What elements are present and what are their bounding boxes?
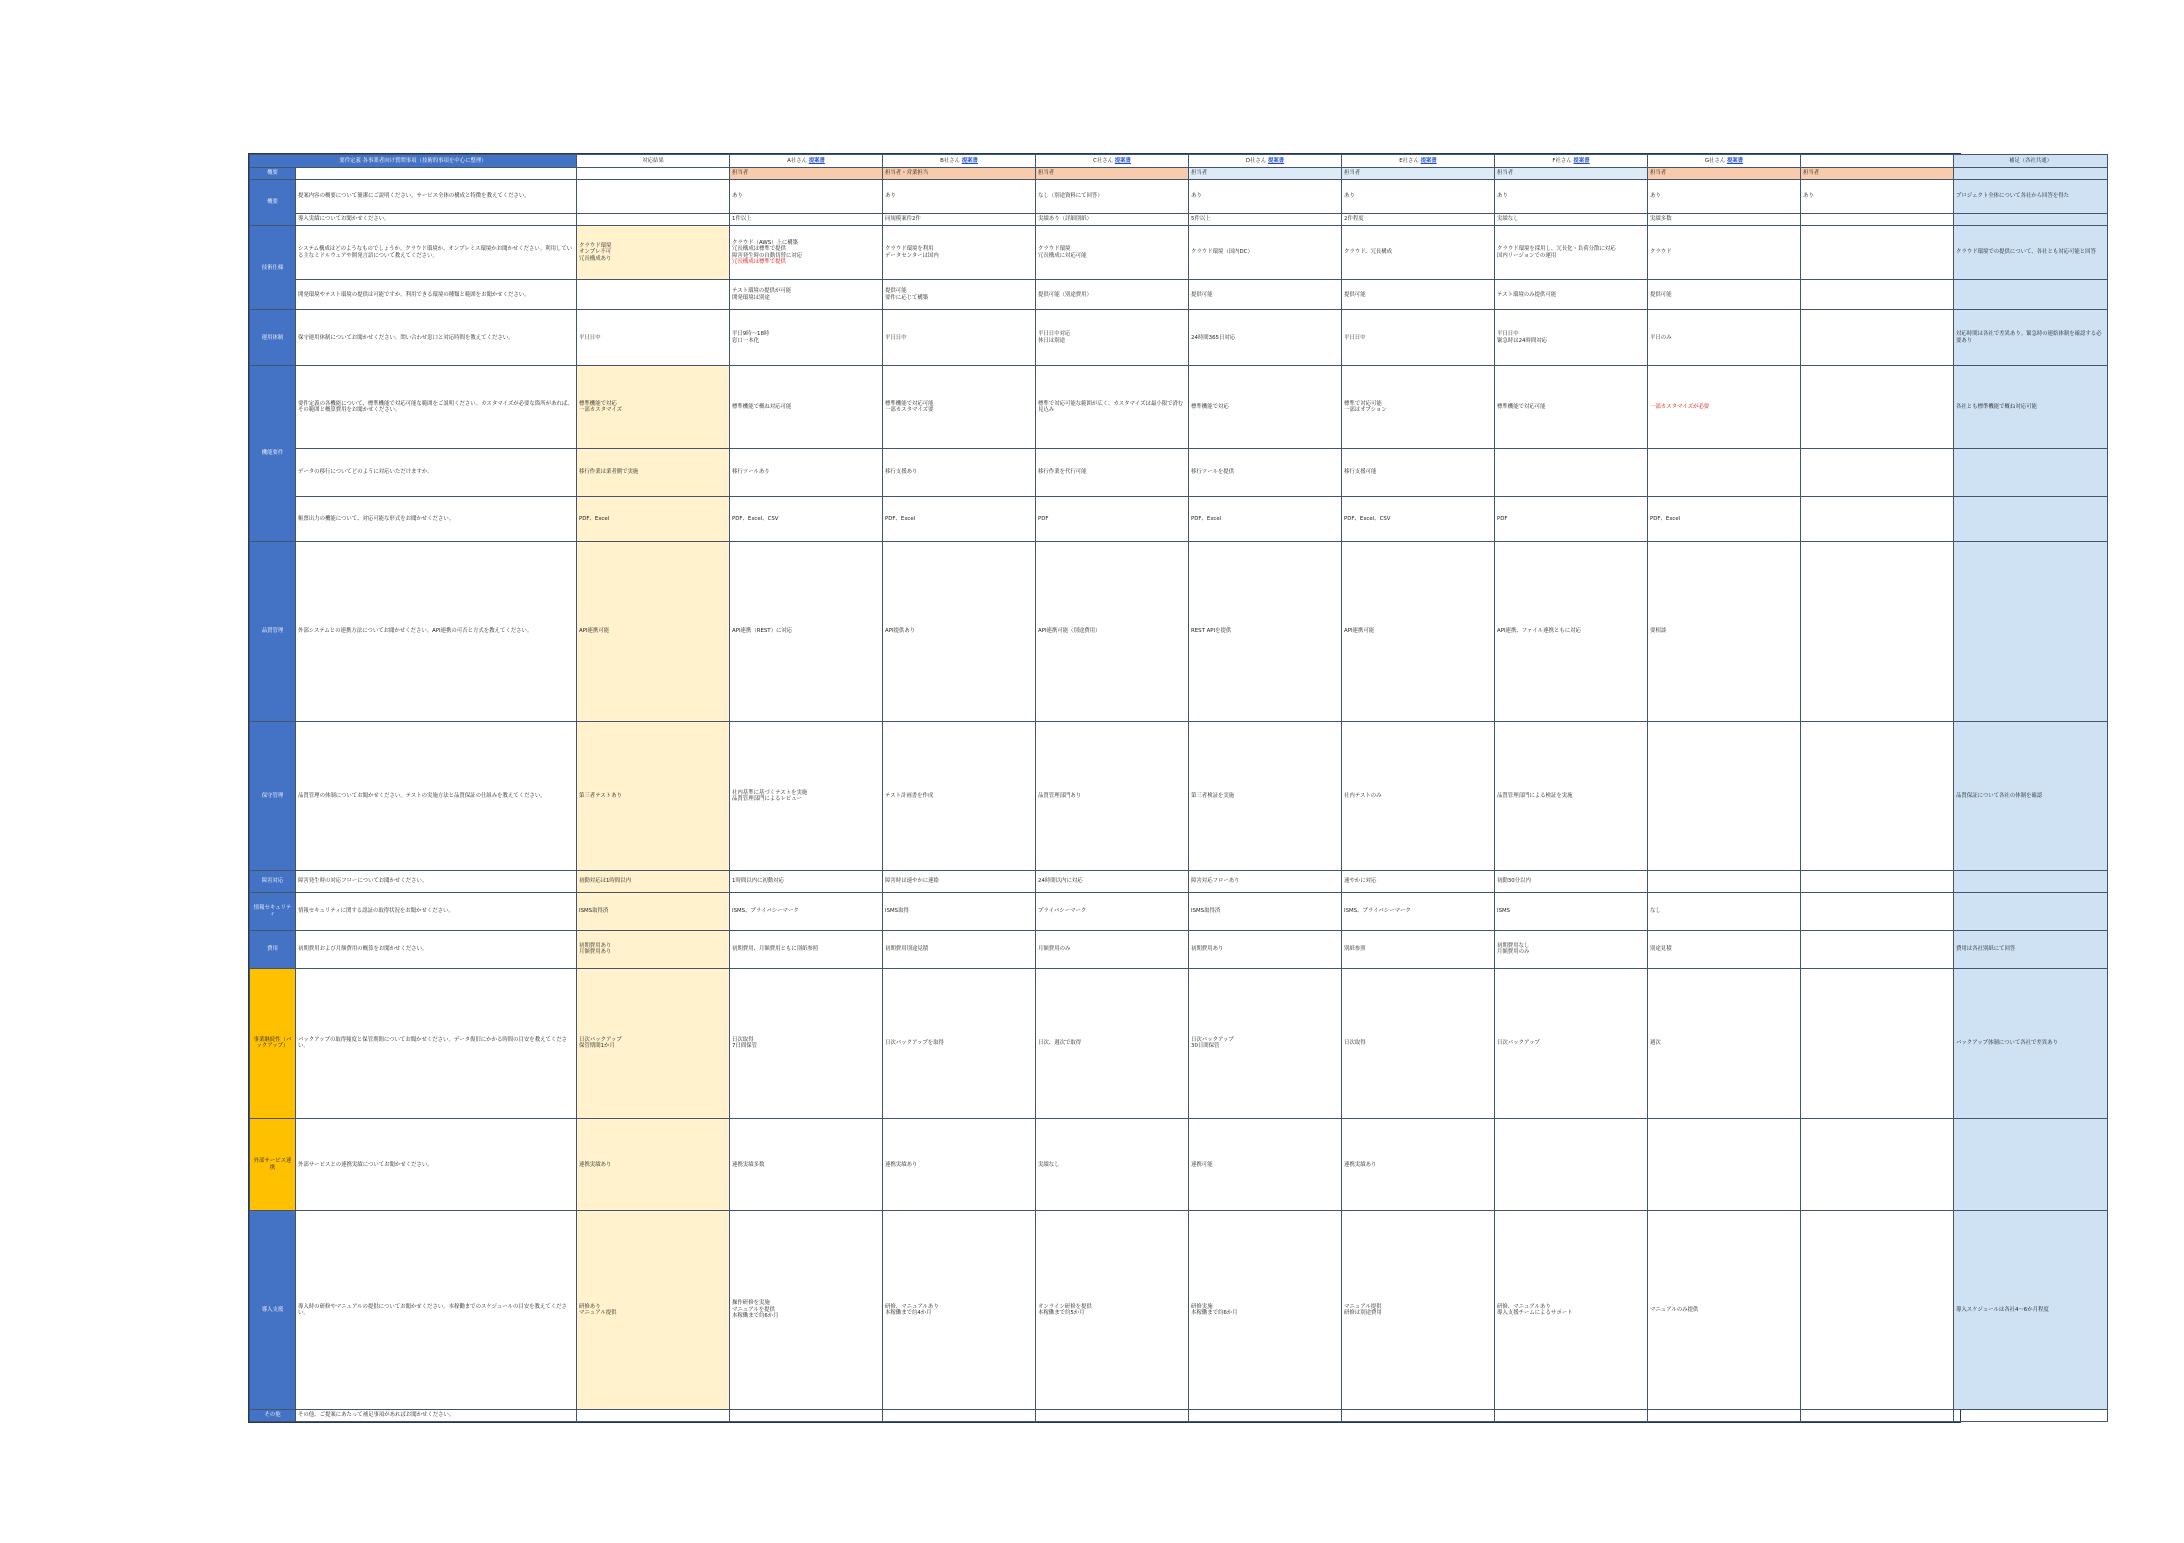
company-cell: PDF: [1495, 496, 1648, 541]
answer-cell: 平日日中: [577, 310, 730, 366]
highlight-text: 一部カスタマイズが必要: [1650, 403, 1710, 410]
company-cell: [1342, 1409, 1495, 1421]
table-row: [250, 968, 2108, 1118]
question-cell: 障害発生時の対応フローについてお聞かせください。: [296, 870, 577, 892]
table-row: [250, 722, 2108, 870]
company-cell: [730, 1409, 883, 1421]
company-cell: 移行ツールを提供: [1189, 448, 1342, 496]
company-cell: 品質管理部門あり: [1036, 722, 1189, 870]
company-cell: 操作研修を実施 マニュアルを提供 本稼働まで約6か月: [730, 1211, 883, 1409]
table-row: [250, 366, 2108, 448]
company-cell: [1801, 310, 1954, 366]
company-name: B社さん: [940, 157, 960, 164]
company-cell: ISMS、プライバシーマーク: [730, 892, 883, 930]
subheader-row: [250, 168, 2108, 180]
company-cell: 初期費用あり: [1189, 930, 1342, 968]
company-cell: 提供可能: [1189, 280, 1342, 310]
company-cell: 研修実施 本稼働まで約6か月: [1189, 1211, 1342, 1409]
answer-cell: 移行作業は業者側で実施: [577, 448, 730, 496]
answer-cell: ISMS取得済: [577, 892, 730, 930]
subheader-cell: 概要: [250, 168, 296, 180]
note-cell: [1954, 496, 2108, 541]
company-cell: ISMS取得: [883, 892, 1036, 930]
question-cell: 情報セキュリティに関する認証の取得状況をお聞かせください。: [296, 892, 577, 930]
company-cell: API連携可能: [1342, 541, 1495, 721]
answer-cell: 初期費用あり 月額費用あり: [577, 930, 730, 968]
note-cell: [1954, 214, 2108, 226]
answer-cell: 標準機能で対応 一部カスタマイズ: [577, 366, 730, 448]
answer-cell: API連携可能: [577, 541, 730, 721]
company-cell: 平日日中: [1342, 310, 1495, 366]
subheader-cell: [1954, 168, 2108, 180]
company-cell: [1801, 1211, 1954, 1409]
company-cell: マニュアル提供 研修は別途費用: [1342, 1211, 1495, 1409]
company-cell: [1801, 366, 1954, 448]
company-cell: マニュアルのみ提供: [1648, 1211, 1801, 1409]
category-cell: 導入支援: [250, 1211, 296, 1409]
note-cell: 品質保証について各社の体制を確認: [1954, 722, 2108, 870]
question-cell: システム構成はどのようなものでしょうか。クラウド環境か、オンプレミス環境かお聞かせください。利用している主なミドルウェアや開発言語について教えてください。: [296, 226, 577, 280]
proposal-link[interactable]: 提案書: [1726, 157, 1744, 164]
answer-cell: 初動対応は1時間以内: [577, 870, 730, 892]
table-row: [250, 541, 2108, 721]
subheader-cell: 担当者: [1036, 168, 1189, 180]
proposal-link[interactable]: 提案書: [1114, 157, 1131, 164]
note-cell: [1954, 541, 2108, 721]
company-cell: 移行ツールあり: [730, 448, 883, 496]
company-cell: [1189, 1409, 1342, 1421]
company-cell: PDF、Excel: [883, 496, 1036, 541]
note-column-header: 補足（各社共通）: [1954, 155, 2108, 168]
company-cell: [1801, 448, 1954, 496]
answer-cell: [577, 180, 730, 214]
company-cell: API提供あり: [883, 541, 1036, 721]
table-row: [250, 180, 2108, 214]
company-cell: ISMS、プライバシーマーク: [1342, 892, 1495, 930]
category-cell: 運用体制: [250, 310, 296, 366]
company-cell: あり: [883, 180, 1036, 214]
company-cell: 連携実績多数: [730, 1119, 883, 1211]
subheader-cell: 担当者: [1342, 168, 1495, 180]
subheader-cell: [296, 168, 577, 180]
company-cell: [1801, 541, 1954, 721]
company-name: D社さん: [1245, 157, 1267, 164]
company-cell: [1648, 448, 1801, 496]
company-cell: 日次取得 7日間保管: [730, 968, 883, 1118]
company-cell: 平日日中対応 休日は別途: [1036, 310, 1189, 366]
subheader-cell: [577, 168, 730, 180]
category-cell: 費用: [250, 930, 296, 968]
company-header-extra: [1801, 155, 1954, 168]
company-cell: 1件以上: [730, 214, 883, 226]
company-cell: 提供可能: [1648, 280, 1801, 310]
company-cell: API連携可能（別途費用）: [1036, 541, 1189, 721]
company-cell: 社内テストのみ: [1342, 722, 1495, 870]
company-cell: 日次、週次で取得: [1036, 968, 1189, 1118]
table-row: [250, 1119, 2108, 1211]
question-cell: 外部システムとの連携方法についてお聞かせください。API連携の可否と方式を教えてください。: [296, 541, 577, 721]
question-cell: 帳票出力の機能について、対応可能な形式をお聞かせください。: [296, 496, 577, 541]
company-name: C社さん: [1093, 157, 1114, 164]
company-cell: 24時間365日対応: [1189, 310, 1342, 366]
company-cell: 標準で対応可能 一部はオプション: [1342, 366, 1495, 448]
company-cell: 実績なし: [1036, 1119, 1189, 1211]
company-header: [1495, 155, 1648, 168]
company-header: [1648, 155, 1801, 168]
company-cell: あり: [730, 180, 883, 214]
company-cell: 別途見積: [1648, 930, 1801, 968]
company-cell: 標準機能で概ね対応可能: [730, 366, 883, 448]
company-cell: 別紙参照: [1342, 930, 1495, 968]
answer-cell: PDF、Excel: [577, 496, 730, 541]
company-cell: 標準機能で対応: [1189, 366, 1342, 448]
company-cell: クラウド環境を採用し、冗長化・負荷分散に対応 国内リージョンでの運用: [1495, 226, 1648, 280]
company-cell: PDF、Excel、CSV: [730, 496, 883, 541]
note-cell: [1954, 280, 2108, 310]
company-cell: あり: [1495, 180, 1648, 214]
table-row: [250, 892, 2108, 930]
company-cell: 移行支援あり: [883, 448, 1036, 496]
note-cell: [1954, 448, 2108, 496]
company-cell: PDF、Excel、CSV: [1342, 496, 1495, 541]
note-cell: 各社とも標準機能で概ね対応可能: [1954, 366, 2108, 448]
comparison-table: [249, 154, 2108, 1422]
company-cell: 平日日中 緊急時は24時間対応: [1495, 310, 1648, 366]
note-cell: [1954, 1119, 2108, 1211]
spreadsheet: [248, 153, 2102, 1423]
answer-cell: 研修あり マニュアル提供: [577, 1211, 730, 1409]
company-cell: 2件程度: [1342, 214, 1495, 226]
question-cell: 開発環境やテスト環境の提供は可能ですか。利用できる環境の種類と範囲をお聞かせください。: [296, 280, 577, 310]
category-cell: 障害対応: [250, 870, 296, 892]
note-cell: [1954, 870, 2108, 892]
company-cell: [1648, 1409, 1801, 1421]
company-cell: [1495, 448, 1648, 496]
company-cell: 月額費用のみ: [1036, 930, 1189, 968]
company-cell: 週次: [1648, 968, 1801, 1118]
company-cell: 第三者検証を実施: [1189, 722, 1342, 870]
company-cell: [1801, 280, 1954, 310]
company-header: [1342, 155, 1495, 168]
answer-cell: [577, 280, 730, 310]
company-cell: [1801, 870, 1954, 892]
company-cell: 平日日中: [883, 310, 1036, 366]
company-cell: [1648, 1119, 1801, 1211]
company-cell: PDF: [1036, 496, 1189, 541]
company-cell: 24時間以内に対応: [1036, 870, 1189, 892]
company-cell: 社内基準に基づくテストを実施 品質管理部門によるレビュー: [730, 722, 883, 870]
subheader-cell: 担当者: [1189, 168, 1342, 180]
company-cell: 日次バックアップ: [1495, 968, 1648, 1118]
proposal-link[interactable]: 提案書: [1573, 157, 1590, 164]
header-row: [250, 155, 2108, 168]
category-cell: 技術仕様: [250, 226, 296, 310]
company-cell: [1801, 214, 1954, 226]
answer-column-header: 対応結果: [577, 155, 730, 168]
company-cell: 提供可能: [1342, 280, 1495, 310]
table-row: [250, 280, 2108, 310]
company-cell: [1801, 930, 1954, 968]
table-row: [250, 1409, 2108, 1421]
table-row: [250, 214, 2108, 226]
company-cell: [1801, 226, 1954, 280]
company-cell: なし（別途資料にて回答）: [1036, 180, 1189, 214]
company-cell: API連携、ファイル連携ともに対応: [1495, 541, 1648, 721]
company-cell: クラウド、冗長構成: [1342, 226, 1495, 280]
company-cell: 平日のみ: [1648, 310, 1801, 366]
company-cell: API連携（REST）に対応: [730, 541, 883, 721]
company-cell: PDF、Excel: [1648, 496, 1801, 541]
cell-text: クラウド（AWS）上に構築 冗長構成は標準で提供 障害発生時の自動切替に対応: [732, 239, 803, 259]
company-cell: 品質管理部門による検証を実施: [1495, 722, 1648, 870]
company-cell: あり: [1189, 180, 1342, 214]
company-cell: [1495, 1119, 1648, 1211]
company-cell: ISMS: [1495, 892, 1648, 930]
company-cell: 要相談: [1648, 541, 1801, 721]
company-cell: 実績あり（詳細別紙）: [1036, 214, 1189, 226]
category-cell: 機能要件: [250, 366, 296, 541]
subheader-cell: 担当者: [1801, 168, 1954, 180]
company-cell: [730, 226, 883, 280]
company-cell: 研修、マニュアルあり 本稼働まで約4か月: [883, 1211, 1036, 1409]
company-cell: [1801, 722, 1954, 870]
company-cell: 実績多数: [1648, 214, 1801, 226]
company-cell: なし: [1648, 892, 1801, 930]
proposal-link[interactable]: 提案書: [808, 157, 825, 164]
company-cell: 実績なし: [1495, 214, 1648, 226]
answer-cell: クラウド環境 オンプレ不可 冗長構成あり: [577, 226, 730, 280]
company-header: [883, 155, 1036, 168]
category-cell: 外部サービス連携: [250, 1119, 296, 1211]
company-cell: プライバシーマーク: [1036, 892, 1189, 930]
note-cell: クラウド環境での提供について、各社とも対応可能と回答: [1954, 226, 2108, 280]
question-cell: データの移行についてどのように対応いただけますか。: [296, 448, 577, 496]
subheader-cell: 担当者・営業担当: [883, 168, 1036, 180]
company-cell: 標準で対応可能な範囲が広く、カスタマイズは最小限で済む見込み: [1036, 366, 1189, 448]
company-cell: 障害時は速やかに連絡: [883, 870, 1036, 892]
question-cell: 保守運用体制についてお聞かせください。問い合わせ窓口と対応時間を教えてください。: [296, 310, 577, 366]
company-cell: 平日9時～18時 窓口一本化: [730, 310, 883, 366]
company-cell: 日次取得: [1342, 968, 1495, 1118]
company-cell: REST APIを提供: [1189, 541, 1342, 721]
highlight-text: 冗長構成は標準で提供: [732, 259, 786, 266]
company-cell: 移行支援可能: [1342, 448, 1495, 496]
table-row: [250, 870, 2108, 892]
company-cell: 連携可能: [1189, 1119, 1342, 1211]
company-cell: 提供可能 要件に応じて構築: [883, 280, 1036, 310]
company-cell: クラウド環境を利用 データセンターは国内: [883, 226, 1036, 280]
question-cell: 導入時の研修やマニュアルの提供についてお聞かせください。本稼働までのスケジュールの目安を教えてください。: [296, 1211, 577, 1409]
note-cell: 対応時間は各社で差異あり。緊急時の連絡体制を確認する必要あり: [1954, 310, 2108, 366]
company-cell: テスト環境の提供が可能 開発環境は別途: [730, 280, 883, 310]
company-cell: [883, 1409, 1036, 1421]
answer-cell: 日次バックアップ 保管期間1か月: [577, 968, 730, 1118]
company-cell: 初期費用別途見積: [883, 930, 1036, 968]
company-name: E社さん: [1399, 157, 1419, 164]
category-cell: 品質管理: [250, 541, 296, 721]
company-cell: 障害対応フローあり: [1189, 870, 1342, 892]
company-cell: [1036, 1409, 1189, 1421]
note-cell: 導入スケジュールは各社4～6か月程度: [1954, 1211, 2108, 1409]
company-cell: [1801, 1409, 1954, 1421]
proposal-link[interactable]: 提案書: [1267, 157, 1285, 164]
answer-cell: [577, 1409, 730, 1421]
company-header: [730, 155, 883, 168]
question-column-header: 要件定義 各事業者向け質問事項（技術的事項を中心に整理）: [250, 155, 577, 168]
company-name: G社さん: [1704, 157, 1726, 164]
company-cell: 5件以上: [1189, 214, 1342, 226]
company-cell: 連携実績あり: [1342, 1119, 1495, 1211]
company-cell: 連携実績あり: [883, 1119, 1036, 1211]
company-cell: ISMS取得済: [1189, 892, 1342, 930]
category-cell: その他: [250, 1409, 296, 1421]
company-cell: [1801, 968, 1954, 1118]
company-cell: [1801, 892, 1954, 930]
company-cell: 初期費用、月額費用ともに別紙参照: [730, 930, 883, 968]
company-cell: クラウド: [1648, 226, 1801, 280]
company-cell: [1648, 366, 1801, 448]
note-cell: [1954, 892, 2108, 930]
question-cell: バックアップの取得頻度と保管期間についてお聞かせください。データ復旧にかかる時間の目安を教えてください。: [296, 968, 577, 1118]
table-row: [250, 1211, 2108, 1409]
company-cell: あり: [1648, 180, 1801, 214]
note-cell: バックアップ体制について各社で差異あり: [1954, 968, 2108, 1118]
note-cell: プロジェクト全体について各社から回答を得た: [1954, 180, 2108, 214]
company-cell: [1495, 1409, 1648, 1421]
company-name: A社さん: [787, 157, 807, 164]
subheader-cell: 担当者: [1648, 168, 1801, 180]
company-cell: 初期費用なし 月額費用のみ: [1495, 930, 1648, 968]
company-cell: オンライン研修を提供 本稼働まで約5か月: [1036, 1211, 1189, 1409]
table-row: [250, 226, 2108, 280]
company-cell: [1801, 496, 1954, 541]
company-cell: [1801, 1119, 1954, 1211]
company-cell: 日次バックアップ 30日間保管: [1189, 968, 1342, 1118]
company-cell: クラウド環境（国内DC）: [1189, 226, 1342, 280]
category-cell: 事業継続性（バックアップ）: [250, 968, 296, 1118]
company-header: [1036, 155, 1189, 168]
company-cell: テスト環境のみ提供可能: [1495, 280, 1648, 310]
category-cell: 概要: [250, 180, 296, 226]
question-cell: 外部サービスとの連携実績についてお聞かせください。: [296, 1119, 577, 1211]
table-row: [250, 496, 2108, 541]
note-cell: [1954, 1409, 2108, 1421]
subheader-cell: 担当者: [730, 168, 883, 180]
company-cell: [1648, 870, 1801, 892]
company-cell: 速やかに対応: [1342, 870, 1495, 892]
table-row: [250, 930, 2108, 968]
company-cell: 標準機能で対応可能: [1495, 366, 1648, 448]
question-cell: 初期費用および月額費用の概算をお聞かせください。: [296, 930, 577, 968]
proposal-link[interactable]: 提案書: [1420, 157, 1437, 164]
proposal-link[interactable]: 提案書: [961, 157, 978, 164]
note-cell: 費用は各社別紙にて回答: [1954, 930, 2108, 968]
subheader-cell: 担当者: [1495, 168, 1648, 180]
company-cell: PDF、Excel: [1189, 496, 1342, 541]
category-cell: 保守管理: [250, 722, 296, 870]
company-cell: 1時間以内に初動対応: [730, 870, 883, 892]
answer-cell: 第三者テストあり: [577, 722, 730, 870]
table-row: [250, 448, 2108, 496]
question-cell: 導入実績についてお聞かせください。: [296, 214, 577, 226]
company-cell: 提供可能（別途費用）: [1036, 280, 1189, 310]
company-cell: あり: [1342, 180, 1495, 214]
company-cell: 初動30分以内: [1495, 870, 1648, 892]
company-cell: 標準機能で対応可能 一部カスタマイズ要: [883, 366, 1036, 448]
answer-cell: [577, 214, 730, 226]
company-cell: 同規模案件2件: [883, 214, 1036, 226]
answer-cell: 連携実績あり: [577, 1119, 730, 1211]
company-cell: クラウド環境 冗長構成に対応可能: [1036, 226, 1189, 280]
company-name: F社さん: [1552, 157, 1572, 164]
table-row: [250, 310, 2108, 366]
company-cell: テスト計画書を作成: [883, 722, 1036, 870]
company-cell: あり: [1801, 180, 1954, 214]
company-cell: 移行作業を代行可能: [1036, 448, 1189, 496]
company-cell: [1648, 722, 1801, 870]
company-cell: 研修、マニュアルあり 導入支援チームによるサポート: [1495, 1211, 1648, 1409]
question-cell: 品質管理の体制についてお聞かせください。テストの実施方法と品質保証の仕組みを教えてください。: [296, 722, 577, 870]
question-cell: 提案内容の概要について簡潔にご説明ください。サービス全体の構成と特徴を教えてください。: [296, 180, 577, 214]
category-cell: 情報セキュリティ: [250, 892, 296, 930]
question-cell: 要件定義の各機能について、標準機能で対応可能な範囲をご説明ください。カスタマイズが必要な箇所があれば、その範囲と概算費用をお聞かせください。: [296, 366, 577, 448]
question-cell: その他、ご提案にあたって補足事項があればお聞かせください。: [296, 1409, 577, 1421]
company-cell: 日次バックアップを取得: [883, 968, 1036, 1118]
company-header: [1189, 155, 1342, 168]
